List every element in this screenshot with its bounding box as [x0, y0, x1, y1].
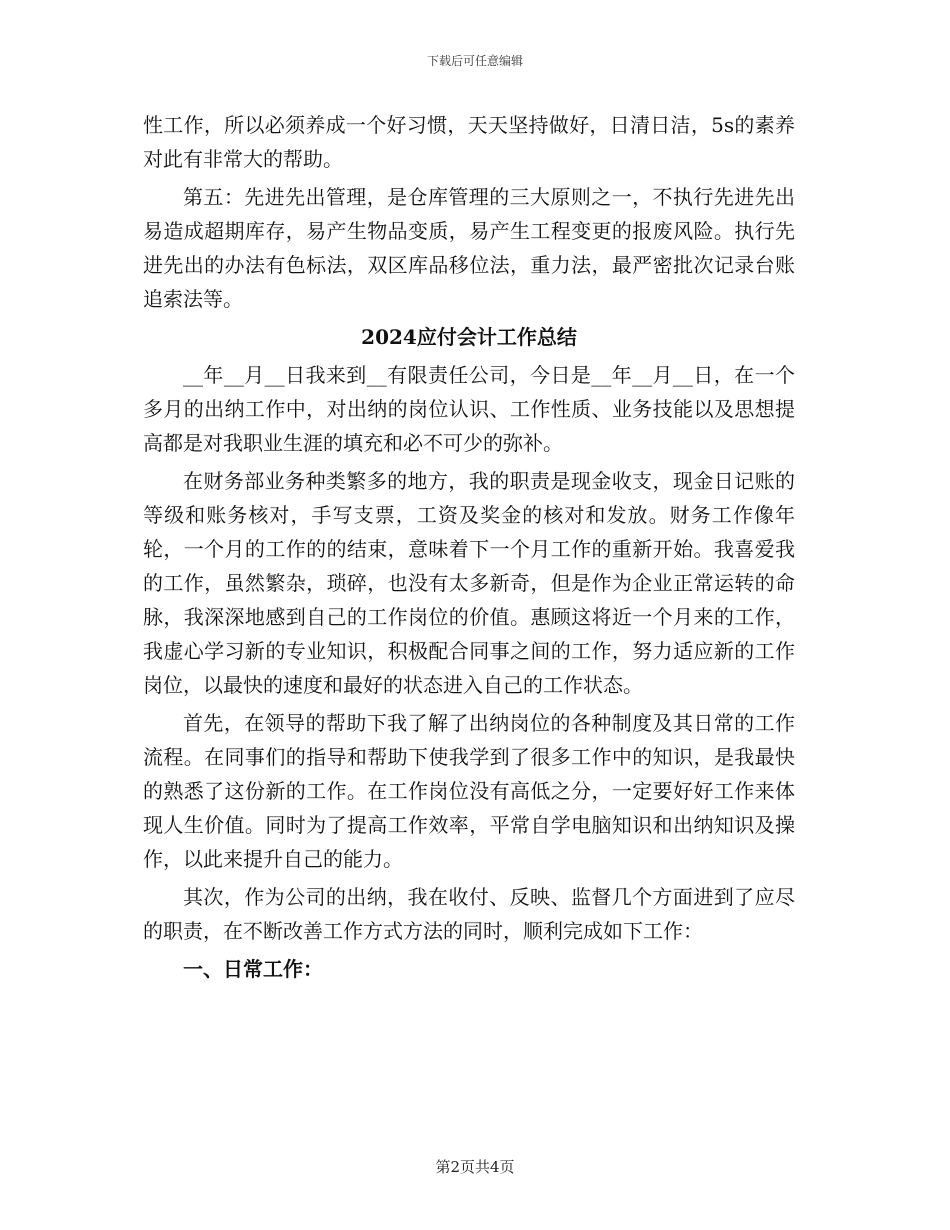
- page-footer-number: 第2页共4页: [435, 1158, 515, 1176]
- subheading-daily-work: 一、日常工作：: [183, 957, 323, 981]
- page-header-note: 下载后可任意编辑: [426, 54, 523, 68]
- paragraph-intro: __年__月__日我来到__有限责任公司，今日是__年__月__日，在一个多月的出纳工作中，对出纳的岗位认识、工作性质、业务技能以及思想提高都是对我职业生涯的填充和必不可少的弥补。: [143, 363, 795, 455]
- paragraph-duties: 在财务部业务种类繁多的地方，我的职责是现金收支，现金日记账的等级和账务核对，手写支票，工资及奖金的核对和发放。财务工作像年轮，一个月的工作的的结束，意味着下一个月工作的重新开始。我喜爱我的工作，虽然繁杂，琐碎，也没有太多新奇，但是作为企业正常运转的命脉，我深深地感到自己的工作岗位的价值。惠顾这将近一个月来的工作，我虚心学习新的专业知识，积极配合同事之间的工作，努力适应新的工作岗位，以最快的速度和最好的状态进入自己的工作状态。: [143, 469, 795, 697]
- paragraph-second: 其次，作为公司的出纳，我在收付、反映、监督几个方面进到了应尽的职责，在不断改善工作方式方法的同时，顺利完成如下工作：: [143, 885, 795, 943]
- paragraph-fifth-point: 第五：先进先出管理，是仓库管理的三大原则之一，不执行先进先出易造成超期库存，易产生物品变质，易产生工程变更的报废风险。执行先进先出的办法有色标法，双区库品移位法，重力法，最严密批次记录台账追索法等。: [143, 185, 795, 311]
- document-body: [143, 108, 795, 990]
- section-title: 2024应付会计工作总结: [361, 325, 577, 349]
- paragraph-continued: 性工作，所以必须养成一个好习惯，天天坚持做好，日清日洁，5s的素养对此有非常大的帮助。: [143, 113, 795, 171]
- paragraph-first: 首先，在领导的帮助下我了解了出纳岗位的各种制度及其日常的工作流程。在同事们的指导和帮助下使我学到了很多工作中的知识，是我最快的熟悉了这份新的工作。在工作岗位没有高低之分，一定要好好工作来体现人生价值。同时为了提高工作效率，平常自学电脑知识和出纳知识及操作，以此来提升自己的能力。: [143, 711, 795, 871]
